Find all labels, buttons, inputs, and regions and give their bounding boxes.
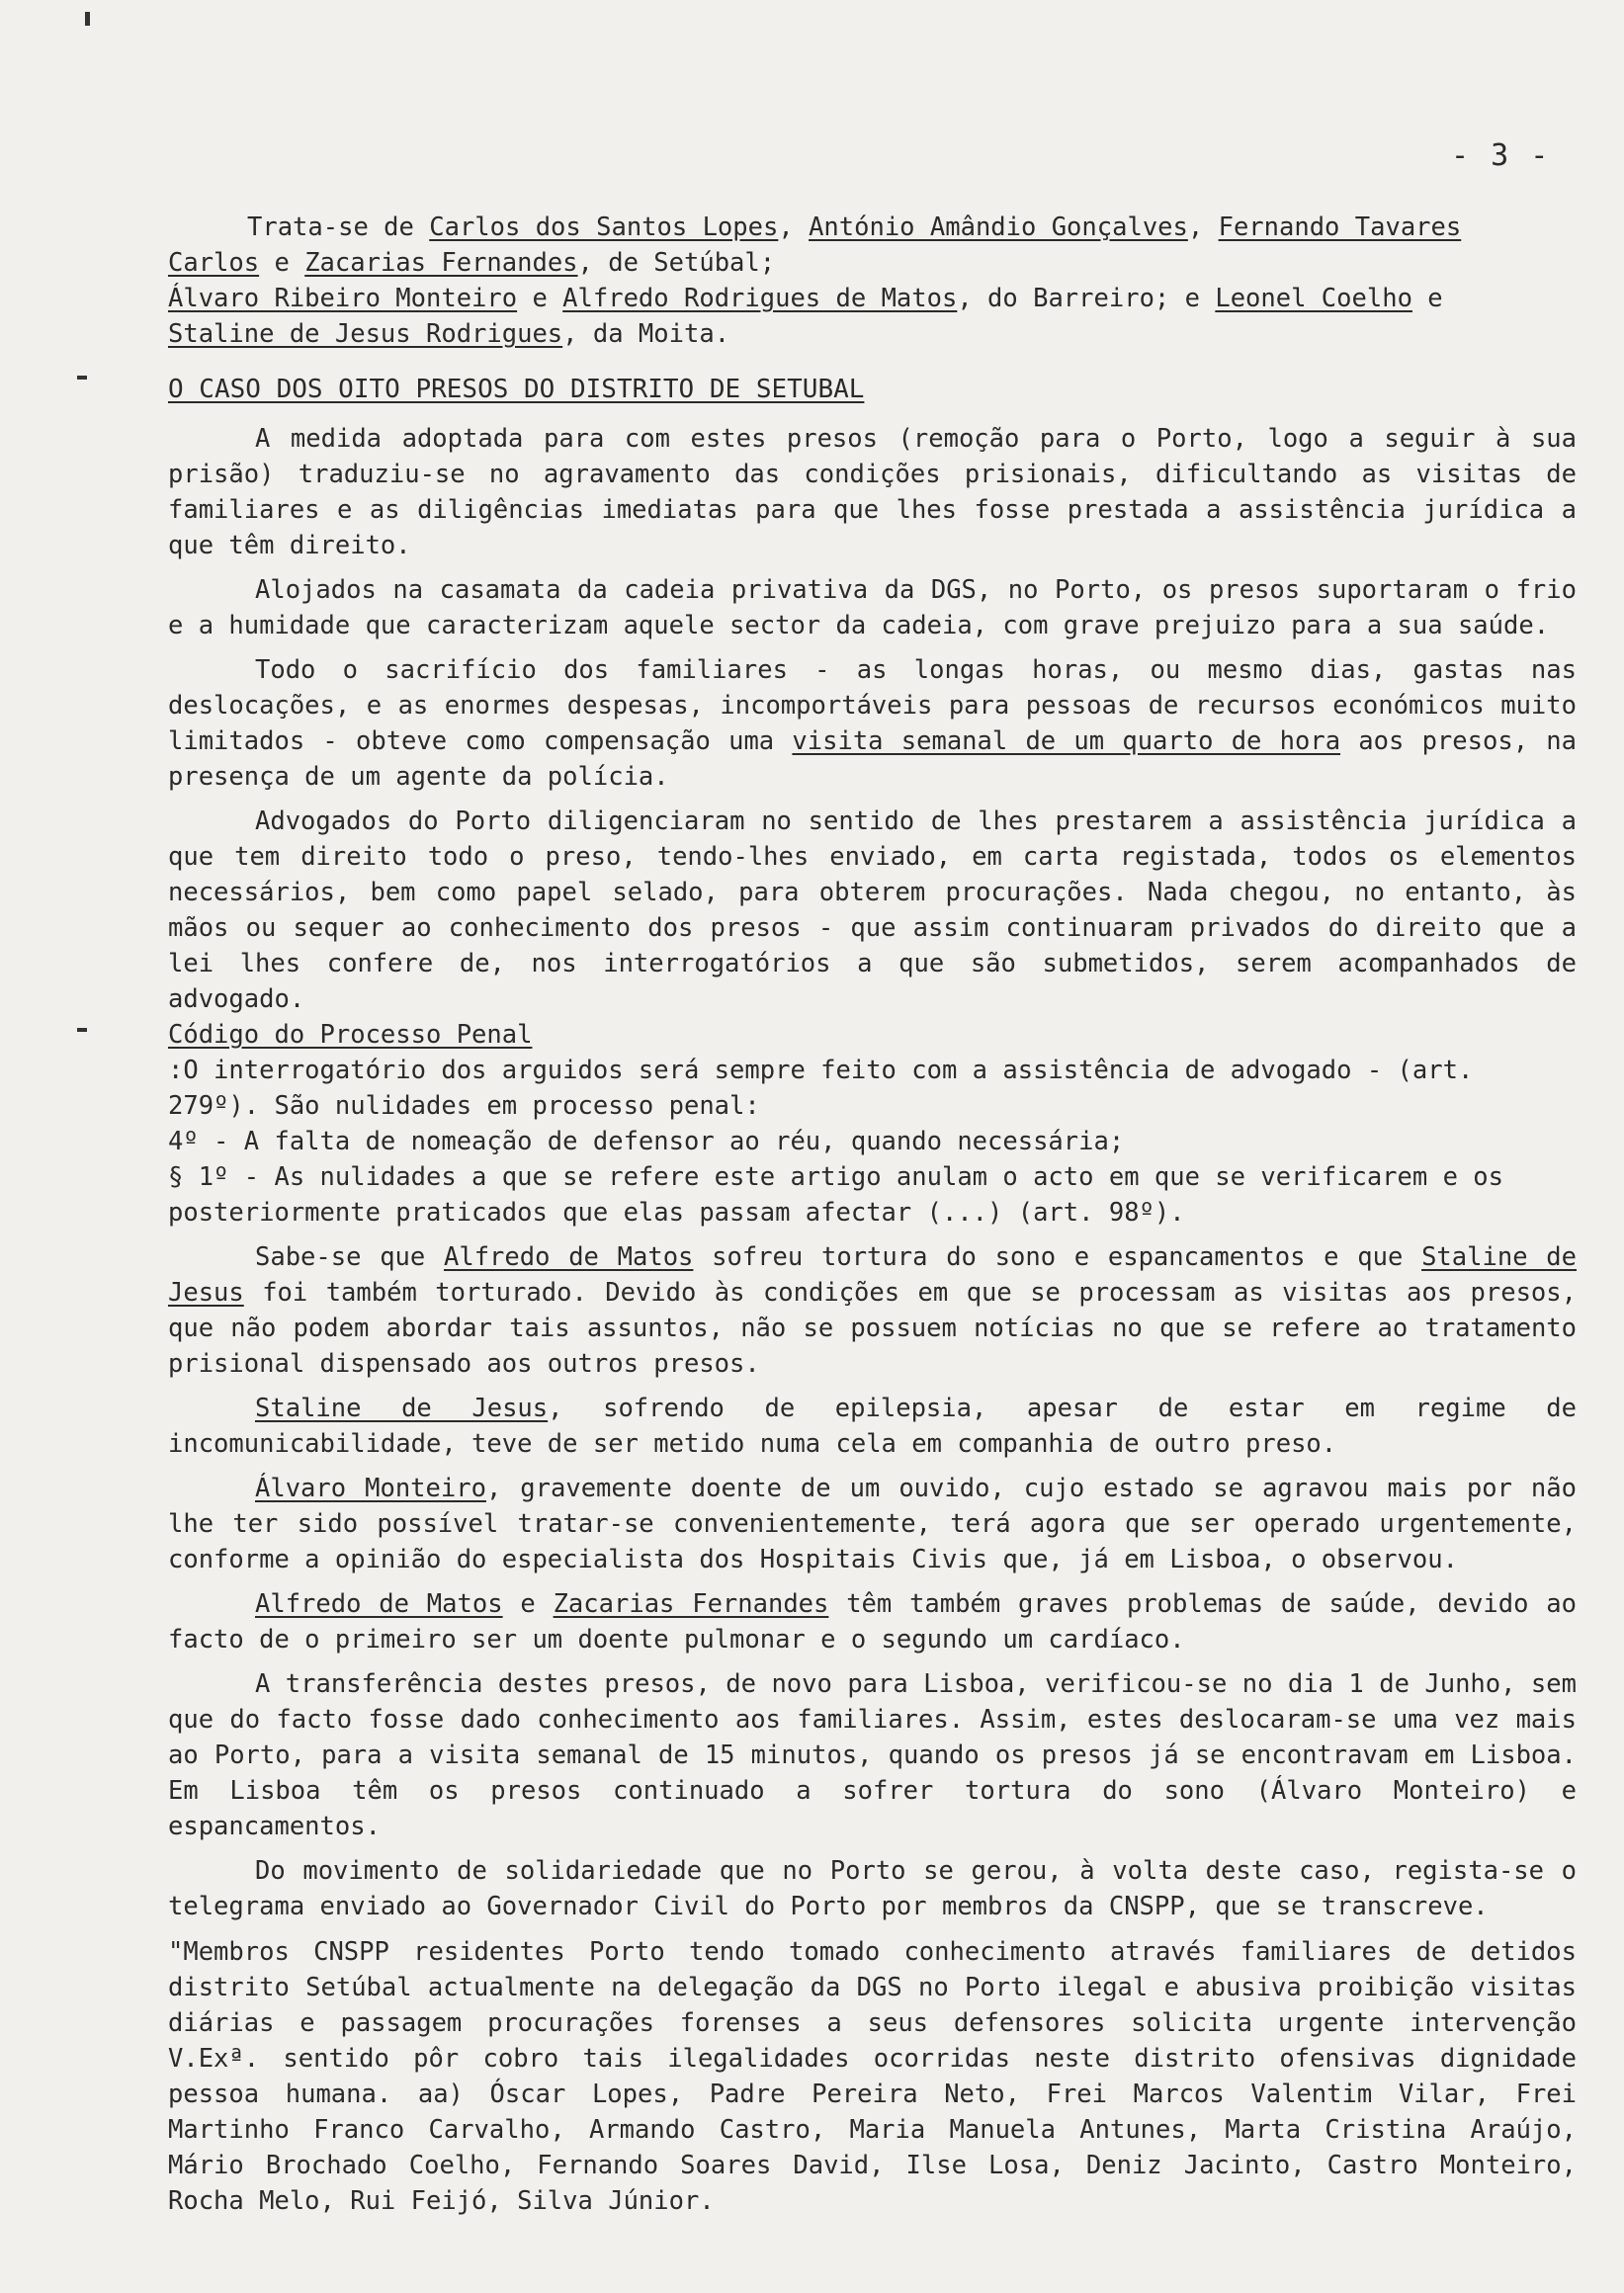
intro-line — [168, 245, 1577, 281]
intro-text: , — [778, 212, 810, 242]
intro-text: , do Barreiro; e — [957, 284, 1216, 313]
intro-line — [168, 316, 1577, 352]
intro-text: , — [1187, 212, 1219, 242]
margin-tick — [77, 376, 87, 380]
underlined-text: Staline de Jesus — [168, 1242, 1577, 1308]
intro-line — [168, 281, 1577, 316]
intro-line — [168, 210, 1577, 245]
underlined-text: Alfredo de Matos — [255, 1589, 503, 1619]
telegram-quote: "Membros CNSPP residentes Porto tendo tomado conhecimento através familiares de detidos distrito Setúbal actualmente na delegação da DGS no Porto ilegal e abusiva proibição visitas diárias e passagem procurações forenses a seus defensores solicita urgente intervenção V.Exª. sentido pôr cobro tais ilegalidades ocorridas neste distrito ofensivas dignidade pessoa humana. aa) Óscar Lopes, Padre Pereira Neto, Frei Marcos Valentim Vilar, Frei Martinho Franco Carvalho, Armando Castro, Maria Manuela Antunes, Marta Cristina Araújo, Mário Brochado Coelho, Fernando Soares David, Ilse Losa, Deniz Jacinto, Castro Monteiro, Rocha Melo, Rui Feijó, Silva Júnior. — [168, 1937, 1577, 2216]
paragraph-text: sofreu tortura do sono e espancamentos e que — [693, 1242, 1422, 1272]
prisoner-name: Leonel Coelho — [1215, 284, 1412, 313]
prisoner-name: Carlos dos Santos Lopes — [429, 212, 779, 242]
intro-text: e — [517, 284, 563, 313]
paragraph — [168, 1471, 1577, 1577]
intro-text: e — [259, 248, 305, 278]
legal-line: 4º - A falta de nomeação de defensor ao réu, quando necessária; — [168, 1127, 1125, 1156]
page-number: - 3 - — [1451, 138, 1551, 173]
document-body — [168, 210, 1577, 2219]
prisoner-name: Alfredo Rodrigues de Matos — [562, 284, 958, 313]
legal-citation — [168, 1017, 1577, 1231]
section-heading: O CASO DOS OITO PRESOS DO DISTRITO DE SETUBAL — [168, 375, 865, 404]
paragraph: Advogados do Porto diligenciaram no sentido de lhes prestarem a assistência jurídica a que tem direito todo o preso, tendo-lhes enviado, em carta registada, todos os elementos necessários, bem como papel selado, para obterem procurações. Nada chegou, no entanto, às mãos ou sequer ao conhecimento dos presos - que assim continuaram privados do direito que a lei lhes confere de, nos interrogatórios a que são submetidos, serem acompanhados de advogado. — [168, 807, 1577, 1014]
prisoner-name: António Amândio Gonçalves — [809, 212, 1188, 242]
underlined-text: Zacarias Fernandes — [553, 1589, 829, 1619]
paragraph: A medida adoptada para com estes presos (remoção para o Porto, logo a seguir à sua prisão) traduziu-se no agravamento das condições prisionais, dificultando as visitas de familiares e as diligências imediatas para que lhes fosse prestada a assistência jurídica a que têm direito. — [168, 424, 1577, 560]
margin-tick — [77, 1028, 87, 1032]
paragraph: Alojados na casamata da cadeia privativa da DGS, no Porto, os presos suportaram o frio e a humidade que caracterizam aquele sector da cadeia, com grave prejuizo para a sua saúde. — [168, 575, 1577, 640]
prisoner-name: Carlos — [168, 248, 260, 278]
paragraph — [168, 1586, 1577, 1657]
paragraph-text: e — [502, 1589, 554, 1619]
paragraph-text: Todo o sacrifício dos familiares - as longas horas, ou mesmo dias, gastas nas deslocações, e as enormes despesas, incomportáveis para pessoas de recursos económicos muito limitados - obteve como compensação uma — [168, 655, 1577, 756]
prisoner-name: Staline de Jesus Rodrigues — [168, 319, 563, 349]
paragraph — [168, 1239, 1577, 1382]
paragraph — [168, 652, 1577, 795]
intro-text: Trata-se de — [247, 212, 430, 242]
intro-text: , de Setúbal; — [577, 248, 776, 278]
underlined-text: visita semanal de um quarto de hora — [792, 726, 1341, 756]
prisoner-name: Álvaro Ribeiro Monteiro — [168, 284, 518, 313]
paragraph: Do movimento de solidariedade que no Porto se gerou, à volta deste caso, regista-se o telegrama enviado ao Governador Civil do Porto por membros da CNSPP, que se transcreve. — [168, 1856, 1577, 1921]
paragraph — [168, 1391, 1577, 1462]
legal-line: § 1º - As nulidades a que se refere este artigo anulam o acto em que se verificarem e os posteriormente praticados que elas passam afectar (...) (art. 98º). — [168, 1162, 1504, 1228]
paragraph: A transferência destes presos, de novo para Lisboa, verificou-se no dia 1 de Junho, sem que do facto fosse dado conhecimento aos familiares. Assim, estes deslocaram-se uma vez mais ao Porto, para a visita semanal de 15 minutos, quando os presos já se encontravam em Lisboa. Em Lisboa têm os presos continuado a sofrer tortura do sono (Álvaro Monteiro) e espancamentos. — [168, 1669, 1577, 1841]
paragraph-text: Sabe-se que — [255, 1242, 444, 1272]
paragraph-text: foi também torturado. Devido às condições em que se processam as visitas aos presos, que não podem abordar tais assuntos, não se possuem notícias no que se refere ao tratamento prisional dispensado aos outros presos. — [168, 1278, 1577, 1379]
intro-paragraph — [168, 210, 1577, 352]
underlined-text: Álvaro Monteiro — [255, 1474, 486, 1503]
punch-mark — [85, 12, 90, 26]
paragraph-text: , gravemente doente de um ouvido, cujo estado se agravou mais por não lhe ter sido possível tratar-se convenientemente, terá agora que ser operado urgentemente, conforme a opinião do especialista dos Hospitais Civis que, já em Lisboa, o observou. — [168, 1474, 1577, 1574]
underlined-text: Alfredo de Matos — [444, 1242, 694, 1272]
law-title: Código do Processo Penal — [168, 1020, 533, 1050]
prisoner-name: Fernando Tavares — [1218, 212, 1462, 242]
paragraph-text: têm também graves problemas de saúde, devido ao facto de o primeiro ser um doente pulmonar e o segundo um cardíaco. — [168, 1589, 1578, 1655]
underlined-text: Staline de Jesus — [255, 1394, 549, 1423]
paragraph-text: aos presos, na presença de um agente da polícia. — [168, 726, 1577, 792]
law-text: :O interrogatório dos arguidos será sempre feito com a assistência de advogado - (art. 279º). São nulidades em processo penal: — [168, 1056, 1474, 1121]
intro-text: e — [1411, 284, 1443, 313]
prisoner-name: Zacarias Fernandes — [304, 248, 578, 278]
legal-line — [168, 1017, 1577, 1124]
intro-text: , da Moita. — [562, 319, 730, 349]
paragraph-text: , sofrendo de epilepsia, apesar de estar em regime de incomunicabilidade, teve de ser metido numa cela em companhia de outro preso. — [168, 1394, 1578, 1459]
